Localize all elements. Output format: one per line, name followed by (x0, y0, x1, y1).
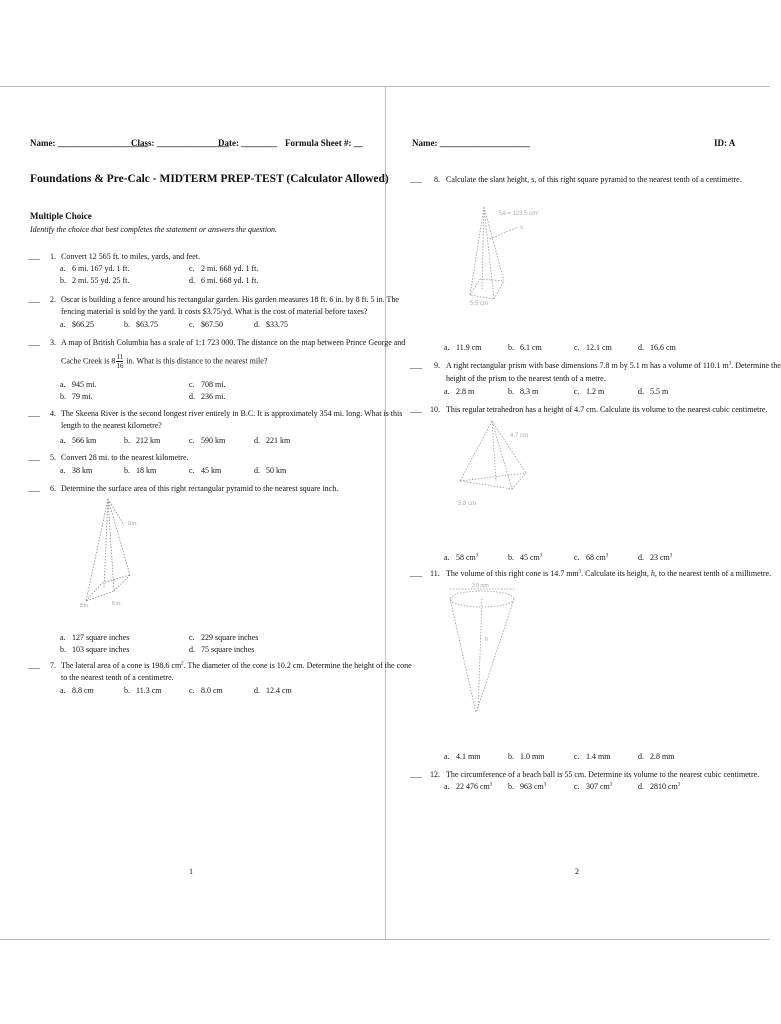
choice-text: 4.1 mm (456, 752, 481, 761)
answer-blank[interactable]: ___ (410, 405, 422, 414)
question-number: 1. (50, 252, 56, 261)
question-text: Convert 12 565 ft. to miles, yards, and feet. (61, 252, 201, 261)
question-text (446, 361, 781, 370)
choice-letter: b. (508, 782, 514, 791)
choice-text (650, 553, 672, 562)
choice-letter: a. (444, 343, 450, 352)
page-number: 2 (575, 867, 579, 876)
answer-blank[interactable]: ___ (410, 770, 422, 779)
surface-area-text: SA = 123.5 cm (498, 211, 538, 217)
choice-text: 708 mi. (201, 380, 226, 389)
choice-letter: c. (189, 466, 195, 475)
figure-label-width: 6 in. (112, 601, 122, 607)
question-text: Determine the surface area of this right rectangular pyramid to the nearest square inch. (61, 484, 339, 493)
answer-blank[interactable]: ___ (410, 175, 422, 184)
choice-letter: d. (638, 387, 644, 396)
question-text: Oscar is building a fence around his rectangular garden. His garden measures 18 ft. 6 in. by 8 ft. 5 in. The (61, 295, 399, 304)
choice-letter: a. (444, 553, 450, 562)
choice-text (586, 782, 612, 791)
choice-letter: c. (189, 264, 195, 273)
choice-letter: d. (254, 320, 260, 329)
superscript: 3 (677, 782, 681, 788)
figure-label-base: 5.8 cm (458, 501, 477, 507)
choice-value: 22 476 cm (456, 782, 490, 791)
question-number: 2. (50, 295, 56, 304)
choice-text: 2 mi. 668 yd. 1 ft. (201, 264, 259, 273)
page-number: 1 (189, 867, 193, 876)
choice-letter: d. (638, 782, 644, 791)
instructions: Identify the choice that best completes the statement or answers the question. (30, 225, 278, 234)
choice-text: 11.3 cm (136, 686, 162, 695)
choice-text: 1.0 mm (520, 752, 545, 761)
choice-letter: d. (254, 466, 260, 475)
choice-text: 212 km (136, 436, 161, 445)
choice-letter: a. (60, 380, 66, 389)
choice-text: 16.6 cm (650, 343, 676, 352)
superscript: 2 (181, 661, 184, 667)
choice-letter: c. (189, 320, 195, 329)
choice-text: 2.8 mm (650, 752, 675, 761)
question-number: 6. (50, 484, 56, 493)
choice-text: 2.8 m (456, 387, 475, 396)
choice-letter: c. (574, 553, 580, 562)
choice-letter: a. (60, 264, 66, 273)
answer-blank[interactable]: ___ (28, 661, 40, 670)
choice-letter: d. (638, 553, 644, 562)
choice-text: 6 mi. 167 yd. 1 ft. (72, 264, 130, 273)
figure-label-height: h (485, 637, 489, 643)
page-2 (386, 87, 781, 939)
question-text (61, 353, 267, 370)
question-text: length to the nearest kilometre? (61, 421, 162, 430)
choice-value: 963 cm (520, 782, 544, 791)
choice-letter: c. (574, 387, 580, 396)
question-text-suffix: . Determine the (731, 361, 781, 370)
choice-text: $33.75 (266, 320, 288, 329)
question-text: height of the prism to the nearest tenth of a metre. (446, 374, 606, 383)
superscript: 3 (543, 782, 547, 788)
tetrahedron-figure (454, 417, 534, 509)
choice-letter: a. (60, 633, 66, 642)
date-field: Date: ________ (218, 138, 278, 148)
choice-letter: a. (60, 466, 66, 475)
variable-h: h (650, 569, 655, 578)
answer-blank[interactable]: ___ (28, 409, 40, 418)
superscript: 3 (609, 782, 613, 788)
document-sheet (0, 86, 781, 940)
choice-letter: d. (189, 645, 195, 654)
question-number: 5. (50, 453, 56, 462)
choice-text: 127 square inches (72, 633, 130, 642)
question-number: 8. (434, 175, 440, 184)
question-number: 12. (430, 770, 440, 779)
square-pyramid-figure (464, 199, 556, 309)
choice-letter: d. (189, 276, 195, 285)
choice-value: 23 cm (650, 553, 670, 562)
question-number: 10. (430, 405, 440, 414)
choice-letter: d. (638, 752, 644, 761)
choice-text: 103 square inches (72, 645, 130, 654)
choice-text (456, 553, 478, 562)
choice-text: 50 km (266, 466, 287, 475)
choice-text: 12.1 cm (586, 343, 612, 352)
question-text: Calculate the slant height, s, of this right square pyramid to the nearest tenth of a centimetre. (446, 175, 742, 184)
question-text: The circumference of a beach ball is 55 cm. Determine its volume to the nearest cubic centimetre. (446, 770, 760, 779)
choice-text: $63.75 (136, 320, 158, 329)
choice-letter: c. (189, 436, 195, 445)
rectangular-pyramid-figure (78, 495, 168, 607)
choice-text: 8.8 cm (72, 686, 94, 695)
answer-blank[interactable]: ___ (28, 295, 40, 304)
question-text: to the nearest tenth of a centimetre. (61, 673, 174, 682)
choice-letter: c. (189, 633, 195, 642)
choice-letter: b. (124, 320, 130, 329)
choice-text (520, 782, 546, 791)
question-text: Convert 28 mi. to the nearest kilometre. (61, 453, 189, 462)
choice-text (520, 553, 542, 562)
section-heading: Multiple Choice (30, 211, 92, 221)
choice-letter: a. (60, 320, 66, 329)
figure-label-height: 4.7 cm (510, 433, 529, 439)
choice-text: 1.2 m (586, 387, 605, 396)
choice-text: 6 mi. 668 yd. 1 ft. (201, 276, 259, 285)
test-title: Foundations & Pre-Calc - MIDTERM PREP-TEST (Calculator Allowed) (30, 173, 389, 185)
question-text: This regular tetrahedron has a height of 4.7 cm. Calculate its volume to the nearest cubic centimetre. (446, 405, 768, 414)
choice-text: 75 square inches (201, 645, 255, 654)
figure-label-base: 5.5 cm (470, 301, 489, 307)
choice-letter: b. (60, 392, 66, 401)
answer-blank[interactable]: ___ (28, 453, 40, 462)
choice-letter: a. (444, 387, 450, 396)
choice-text: 236 mi. (201, 392, 226, 401)
formula-sheet-field: Formula Sheet #: __ (285, 138, 363, 148)
answer-blank[interactable]: ___ (410, 569, 422, 578)
choice-letter: b. (124, 436, 130, 445)
answer-blank[interactable]: ___ (28, 252, 40, 261)
question-text: The Skeena River is the second longest river entirely in B.C. It is approximately 354 mi. long. What is this (61, 409, 403, 418)
choice-text: 11.9 cm (456, 343, 482, 352)
id-field: ID: A (714, 138, 736, 148)
choice-letter: a. (60, 686, 66, 695)
figure-label-diameter: 3.0 mm (472, 583, 489, 589)
question-text: A map of British Columbia has a scale of 1:1 723 000. The distance on the map between Prince George and (61, 338, 406, 347)
name-field: Name: ____________________ (30, 138, 148, 148)
question-number: 11. (430, 569, 440, 578)
superscript: 3 (605, 553, 609, 559)
question-text-middle: . Calculate its height, (581, 569, 651, 578)
choice-text: 590 km (201, 436, 226, 445)
choice-text (650, 782, 680, 791)
question-text-prefix: The lateral area of a cone is 198.6 cm (61, 661, 182, 670)
choice-text: 79 mi. (72, 392, 93, 401)
choice-text: 945 mi. (72, 380, 97, 389)
choice-letter: a. (444, 782, 450, 791)
answer-blank[interactable]: ___ (410, 361, 422, 370)
choice-text: $67.50 (201, 320, 223, 329)
answer-blank[interactable]: ___ (28, 338, 40, 347)
cone-figure (442, 581, 522, 721)
choice-text: 229 square inches (201, 633, 259, 642)
question-number: 3. (50, 338, 56, 347)
choice-letter: c. (574, 782, 580, 791)
choice-letter: b. (508, 387, 514, 396)
question-text-suffix: . The diameter of the cone is 10.2 cm. Determine the height of the cone (183, 661, 412, 670)
choice-text: 38 km (72, 466, 93, 475)
question-number: 9. (434, 361, 440, 370)
question-number: 4. (50, 409, 56, 418)
name-field: Name: ____________________ (412, 138, 530, 148)
superscript: 3 (539, 553, 543, 559)
superscript: 3 (728, 361, 732, 367)
question-text: fencing material is sold by the yard. It costs $3.75/yd. What is the cost of material before taxes? (61, 307, 368, 316)
choice-value: 307 cm (586, 782, 610, 791)
superscript: 3 (489, 782, 493, 788)
fraction-numerator: 11 (116, 353, 124, 361)
choice-letter: d. (638, 343, 644, 352)
figure-label-slant: s (520, 225, 523, 231)
question-text (446, 569, 771, 578)
choice-value: 45 cm (520, 553, 540, 562)
choice-letter: a. (444, 752, 450, 761)
question-text-suffix: in. What is this distance to the nearest mile? (126, 356, 268, 366)
answer-blank[interactable]: ___ (28, 484, 40, 493)
choice-letter: d. (189, 392, 195, 401)
page-1 (0, 87, 412, 939)
choice-value: 2810 cm (650, 782, 678, 791)
choice-letter: c. (189, 380, 195, 389)
choice-letter: b. (124, 466, 130, 475)
choice-text: 221 km (266, 436, 291, 445)
choice-text: 18 km (136, 466, 157, 475)
question-text-prefix: A right rectangular prism with base dimensions 7.8 m by 5.1 m has a volume of 110.1 m (446, 361, 729, 370)
choice-text: 2 mi. 55 yd. 25 ft. (72, 276, 130, 285)
choice-value: 58 cm (456, 553, 476, 562)
choice-value: 68 cm (586, 553, 606, 562)
class-field: Class: ________________ (131, 138, 229, 148)
question-text-prefix: Cache Creek is 8 (61, 356, 116, 366)
question-number: 7. (50, 661, 56, 670)
choice-letter: b. (60, 276, 66, 285)
choice-letter: c. (574, 343, 580, 352)
superscript: 3 (578, 569, 582, 575)
choice-text: 45 km (201, 466, 222, 475)
choice-letter: d. (254, 686, 260, 695)
choice-letter: b. (508, 553, 514, 562)
choice-letter: c. (574, 752, 580, 761)
choice-text: $66.25 (72, 320, 94, 329)
choice-letter: b. (60, 645, 66, 654)
question-text (61, 661, 412, 670)
superscript: 2 (537, 209, 540, 214)
fraction-denominator: 16 (116, 362, 124, 370)
question-text-suffix: , to the nearest tenth of a millimetre. (654, 569, 772, 578)
choice-letter: b. (124, 686, 130, 695)
choice-letter: c. (189, 686, 195, 695)
choice-letter: b. (508, 752, 514, 761)
choice-text: 1.4 mm (586, 752, 611, 761)
choice-letter: b. (508, 343, 514, 352)
choice-text: 12.4 cm (266, 686, 292, 695)
superscript: 3 (475, 553, 479, 559)
choice-text: 6.1 cm (520, 343, 542, 352)
choice-text: 8.3 m (520, 387, 539, 396)
choice-text: 5.5 m (650, 387, 669, 396)
choice-letter: d. (254, 436, 260, 445)
figure-label-length: 8 in. (80, 603, 90, 609)
choice-letter: a. (60, 436, 66, 445)
choice-text (456, 782, 492, 791)
figure-label-height: 9 in. (128, 521, 138, 527)
figure-label-surface-area (498, 209, 540, 217)
choice-text: 8.0 cm (201, 686, 223, 695)
fraction (116, 353, 123, 370)
superscript: 3 (669, 553, 673, 559)
question-text-prefix: The volume of this right cone is 14.7 mm (446, 569, 579, 578)
choice-text (586, 553, 608, 562)
choice-text: 566 km (72, 436, 97, 445)
